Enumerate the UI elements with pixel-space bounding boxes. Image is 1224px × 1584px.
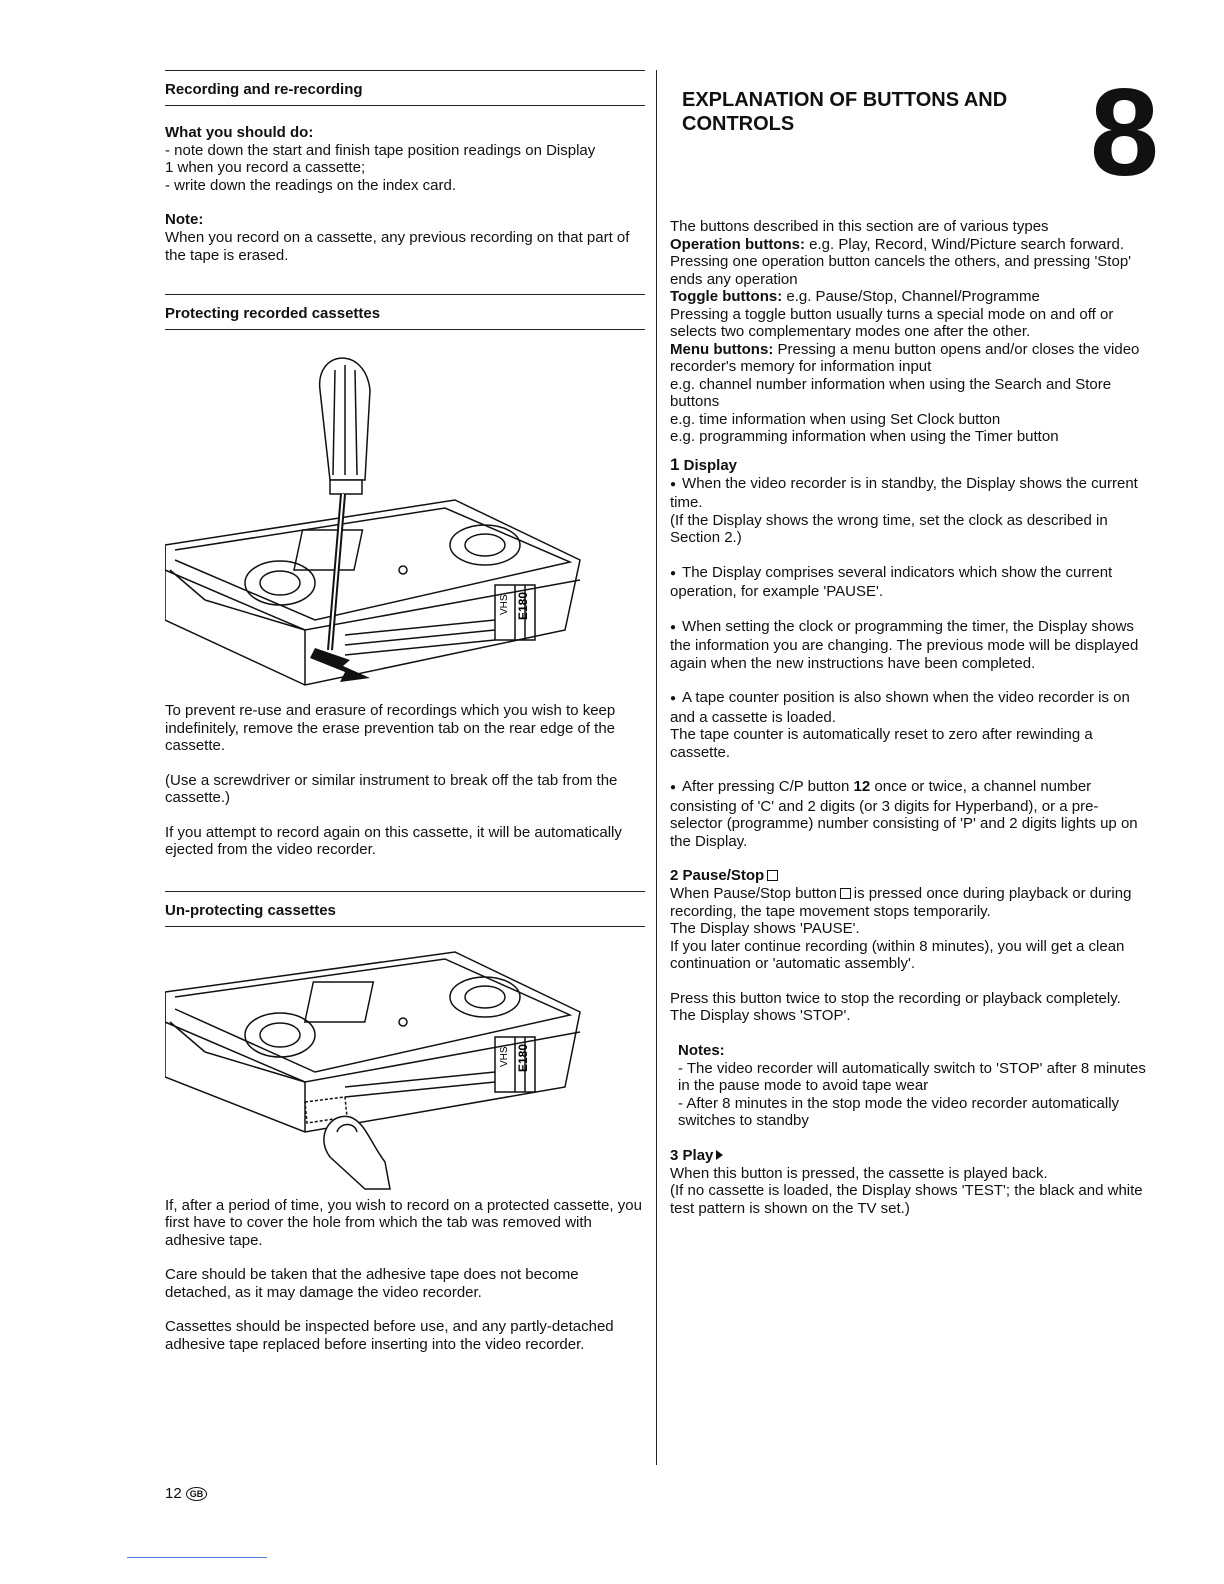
pause-stop-text-part: When Pause/Stop button bbox=[670, 885, 837, 902]
what-to-do-block bbox=[165, 124, 645, 194]
note-title: Note: bbox=[165, 211, 204, 228]
section-heading: EXPLANATION OF BUTTONS AND CONTROLS bbox=[682, 89, 1008, 135]
operation-buttons-text bbox=[670, 236, 1150, 254]
section-number: 8 bbox=[1090, 64, 1157, 202]
pause-stop-number: 2 bbox=[670, 867, 679, 884]
unprotect-paragraph: Cassettes should be inspected before use, and any partly-detached adhesive tape replaced before inserting into the video recorder. bbox=[165, 1318, 614, 1353]
cp-button-number: 12 bbox=[853, 778, 871, 795]
operation-buttons-desc: Pressing one operation button cancels the others, and pressing 'Stop' ends any operation bbox=[670, 253, 1132, 288]
toggle-buttons-text bbox=[670, 288, 1150, 306]
note-block bbox=[165, 211, 645, 264]
display-bullet-note: (If the Display shows the wrong time, set the clock as described in Section 2.) bbox=[670, 511, 1108, 546]
display-title: Display bbox=[683, 456, 737, 474]
display-bullet: ● When the video recorder is in standby, the Display shows the current time. bbox=[670, 475, 1150, 512]
cassette-length-label: E180 bbox=[516, 1043, 530, 1072]
cassette-length-label: E180 bbox=[516, 591, 530, 620]
play-number: 3 bbox=[670, 1146, 679, 1164]
section-title-recording: Recording and re-recording bbox=[165, 71, 645, 106]
protect-paragraph: To prevent re-use and erasure of recordings which you wish to keep indefinitely, remove the erase prevention tab on the rear edge of the cassette. bbox=[165, 702, 616, 754]
play-heading bbox=[670, 1147, 1150, 1165]
what-to-do-line: - write down the readings on the index card. bbox=[165, 176, 456, 194]
pause-stop-text: The Display shows 'STOP'. bbox=[670, 1007, 851, 1024]
page-number: 12 bbox=[165, 1485, 182, 1502]
page-footer bbox=[165, 1485, 207, 1502]
toggle-buttons-example: e.g. Pause/Stop, Channel/Programme bbox=[782, 288, 1040, 305]
play-title: Play bbox=[682, 1146, 714, 1164]
section-title-protecting: Protecting recorded cassettes bbox=[165, 295, 645, 330]
display-bullet-note: The tape counter is automatically reset to zero after rewinding a cassette. bbox=[670, 726, 1093, 761]
finger-icon bbox=[324, 1116, 390, 1189]
pause-stop-text: Press this button twice to stop the recording or playback completely. bbox=[670, 989, 1121, 1007]
cassette-brand-label: VHS bbox=[499, 594, 510, 615]
left-column bbox=[165, 70, 645, 1370]
display-number: 1 bbox=[670, 454, 680, 474]
notes-item: - The video recorder will automatically switch to 'STOP' after 8 minutes in the pause mode to avoid tape wear bbox=[678, 1059, 1146, 1094]
pause-stop-text: The Display shows 'PAUSE'. bbox=[670, 920, 860, 937]
what-to-do-line: - note down the start and finish tape position readings on Display bbox=[165, 141, 596, 159]
menu-example: e.g. channel number information when using the Search and Store buttons bbox=[670, 375, 1112, 410]
column-divider bbox=[656, 70, 657, 1465]
menu-buttons-text bbox=[670, 341, 1150, 376]
section-title-unprotecting: Un-protecting cassettes bbox=[165, 892, 645, 927]
button-types-block bbox=[670, 218, 1150, 446]
note-text: When you record on a cassette, any previous recording on that part of the tape is erased. bbox=[165, 229, 630, 264]
display-bullet: ● The Display comprises several indicators which show the current operation, for example 'PAUSE'. bbox=[670, 564, 1150, 601]
blue-underline bbox=[127, 1557, 267, 1558]
stop-square-icon bbox=[840, 888, 851, 899]
unprotect-paragraph: If, after a period of time, you wish to record on a protected cassette, you first have to cover the hole from which the tab was removed with adhesive tape. bbox=[165, 1196, 642, 1249]
display-section bbox=[670, 456, 1150, 851]
play-text: When this button is pressed, the cassette is played back. bbox=[670, 1164, 1048, 1182]
pause-stop-text: If you later continue recording (within 8 minutes), you will get a clean continuation or 'automatic assembly'. bbox=[670, 937, 1125, 972]
cassette-outline bbox=[165, 952, 580, 1132]
screwdriver-cassette-illustration bbox=[165, 330, 645, 690]
play-section bbox=[670, 1147, 1150, 1218]
display-bullet-text: After pressing C/P button bbox=[682, 778, 854, 795]
notes-title: Notes: bbox=[678, 1041, 725, 1059]
pause-stop-section bbox=[670, 867, 1150, 1130]
menu-example: e.g. programming information when using the Timer button bbox=[670, 428, 1059, 445]
display-heading bbox=[670, 456, 1150, 475]
protect-paragraph: If you attempt to record again on this cassette, it will be automatically ejected from the video recorder. bbox=[165, 823, 622, 858]
menu-buttons-desc: Pressing a menu button opens and/or closes the video recorder's memory for information input bbox=[670, 340, 1140, 375]
cassette-brand-label: VHS bbox=[499, 1045, 510, 1067]
adhesive-tape-cassette-illustration bbox=[165, 927, 645, 1192]
toggle-buttons-label: Toggle buttons: bbox=[670, 288, 783, 305]
operation-buttons-label: Operation buttons: bbox=[670, 235, 805, 253]
play-text: (If no cassette is loaded, the Display shows 'TEST'; the black and white test pattern is shown on the TV set.) bbox=[670, 1182, 1143, 1217]
pause-stop-heading bbox=[670, 867, 1150, 885]
unprotect-paragraph: Care should be taken that the adhesive tape does not become detached, as it may damage the video recorder. bbox=[165, 1266, 579, 1301]
what-to-do-title: What you should do: bbox=[165, 124, 314, 141]
display-bullet-text: once or twice, a channel number consisting of 'C' and 2 digits (or 3 digits for Hyperband), or a pre-selector (programme) number consisting of 'P' and 2 digits lights up on the Display. bbox=[670, 778, 1138, 850]
protect-paragraph: (Use a screwdriver or similar instrument to break off the tab from the cassette.) bbox=[165, 771, 618, 806]
pause-stop-title: Pause/Stop bbox=[682, 867, 765, 884]
display-bullet: ● A tape counter position is also shown when the video recorder is on and a cassette is loaded. bbox=[670, 689, 1150, 726]
toggle-buttons-desc: Pressing a toggle button usually turns a special mode on and off or selects two complementary modes one after the other. bbox=[670, 305, 1114, 340]
pause-stop-text-part: is pressed once during playback or during recording, the tape movement stops temporarily. bbox=[670, 885, 1132, 920]
region-badge: GB bbox=[186, 1487, 208, 1501]
menu-example: e.g. time information when using Set Clock button bbox=[670, 410, 1001, 428]
menu-buttons-label: Menu buttons: bbox=[670, 340, 774, 358]
stop-square-icon bbox=[767, 870, 778, 881]
pause-stop-text bbox=[670, 885, 1150, 920]
intro-text: The buttons described in this section are of various types bbox=[670, 218, 1049, 235]
display-bullet bbox=[670, 778, 1150, 850]
display-bullet: ● When setting the clock or programming the timer, the Display shows the information you are changing. The previous mode will be displayed again when the new instructions have been completed. bbox=[670, 618, 1150, 673]
notes-item: - After 8 minutes in the stop mode the video recorder automatically switches to standby bbox=[678, 1094, 1120, 1129]
what-to-do-line: 1 when you record a cassette; bbox=[165, 159, 366, 176]
right-column bbox=[670, 218, 1150, 1217]
operation-buttons-example: e.g. Play, Record, Wind/Picture search forward. bbox=[805, 235, 1125, 253]
screwdriver-icon bbox=[320, 358, 370, 650]
play-triangle-icon bbox=[716, 1150, 723, 1160]
notes-block bbox=[678, 1042, 1150, 1130]
